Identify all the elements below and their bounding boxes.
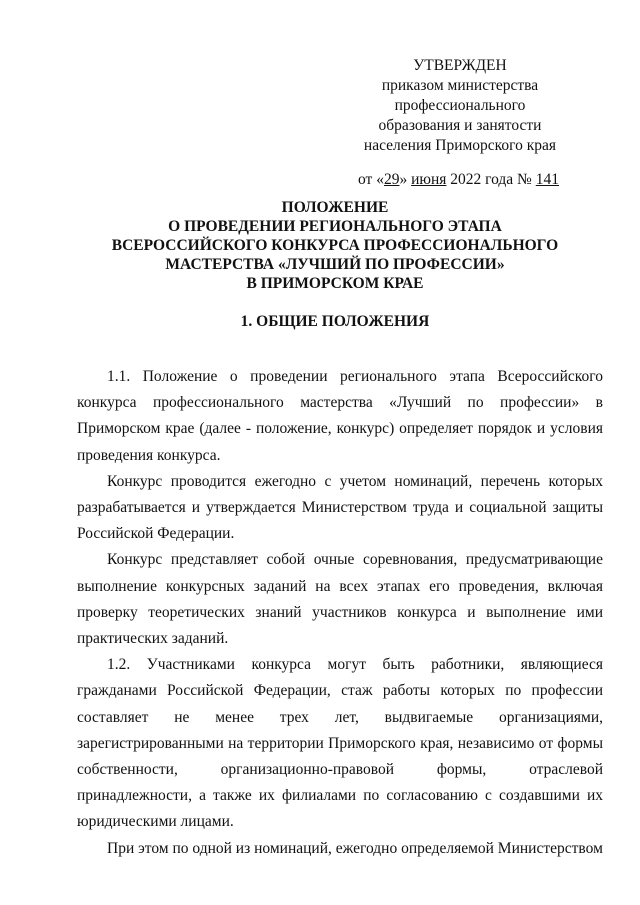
approval-stamp xyxy=(340,56,580,190)
approval-number: 141 xyxy=(535,171,559,188)
paragraph: Конкурс проводится ежегодно с учетом номинаций, перечень которых разрабатывается и утверждается Министерством труда и социальной защиты Российской Федерации. xyxy=(77,472,603,543)
date-prefix: от « xyxy=(358,171,384,188)
title-line: В ПРИМОРСКОМ КРАЕ xyxy=(246,275,424,292)
title-line: ВСЕРОССИЙСКОГО КОНКУРСА ПРОФЕССИОНАЛЬНОГО xyxy=(111,237,559,254)
paragraph: При этом по одной из номинаций, ежегодно определяемой Министерством xyxy=(107,839,603,857)
title-line: О ПРОВЕДЕНИИ РЕГИОНАЛЬНОГО ЭТАПА xyxy=(168,218,502,235)
paragraph: Конкурс представляет собой очные соревнования, предусматривающие выполнение конкурсных заданий на всех этапах его проведения, включая проверку теоретических знаний участников конкурса и выполнение ими практических заданий. xyxy=(77,551,603,648)
approval-year: 2022 года № xyxy=(446,171,536,188)
paragraph: 1.1. Положение о проведении регионального этапа Всероссийского конкурса профессионального мастерства «Лучший по профессии» в Приморском крае (далее - положение, конкурс) определяет порядок и условия проведения конкурса. xyxy=(77,368,603,464)
approval-line: образования и занятости xyxy=(378,117,542,134)
section-heading: 1. ОБЩИЕ ПОЛОЖЕНИЯ xyxy=(240,313,430,330)
approval-date-number xyxy=(340,170,580,190)
approval-heading: УТВЕРЖДЕН xyxy=(413,57,507,74)
document-body xyxy=(77,364,603,862)
approval-line: населения Приморского края xyxy=(363,137,557,154)
title-line: МАСТЕРСТВА «ЛУЧШИЙ ПО ПРОФЕССИИ» xyxy=(165,256,505,273)
approval-line: приказом министерства xyxy=(381,77,539,94)
paragraph: 1.2. Участниками конкурса могут быть работники, являющиеся гражданами Российской Федерации, стаж работы которых по профессии составляет не менее трех лет, выдвигаемые организациями, зарегистрированными на территории Приморского края, независимо от формы собственности, организационно-правовой формы, отраслевой принадлежности, а также их филиалами по согласованию с создавшими их юридическими лицами. xyxy=(77,656,603,831)
title-line: ПОЛОЖЕНИЕ xyxy=(281,199,389,216)
approval-line: профессионального xyxy=(394,97,526,114)
approval-day: 29 xyxy=(383,171,400,188)
document-title xyxy=(60,198,610,293)
date-separator: » xyxy=(399,171,412,188)
approval-month: июня xyxy=(411,171,447,188)
